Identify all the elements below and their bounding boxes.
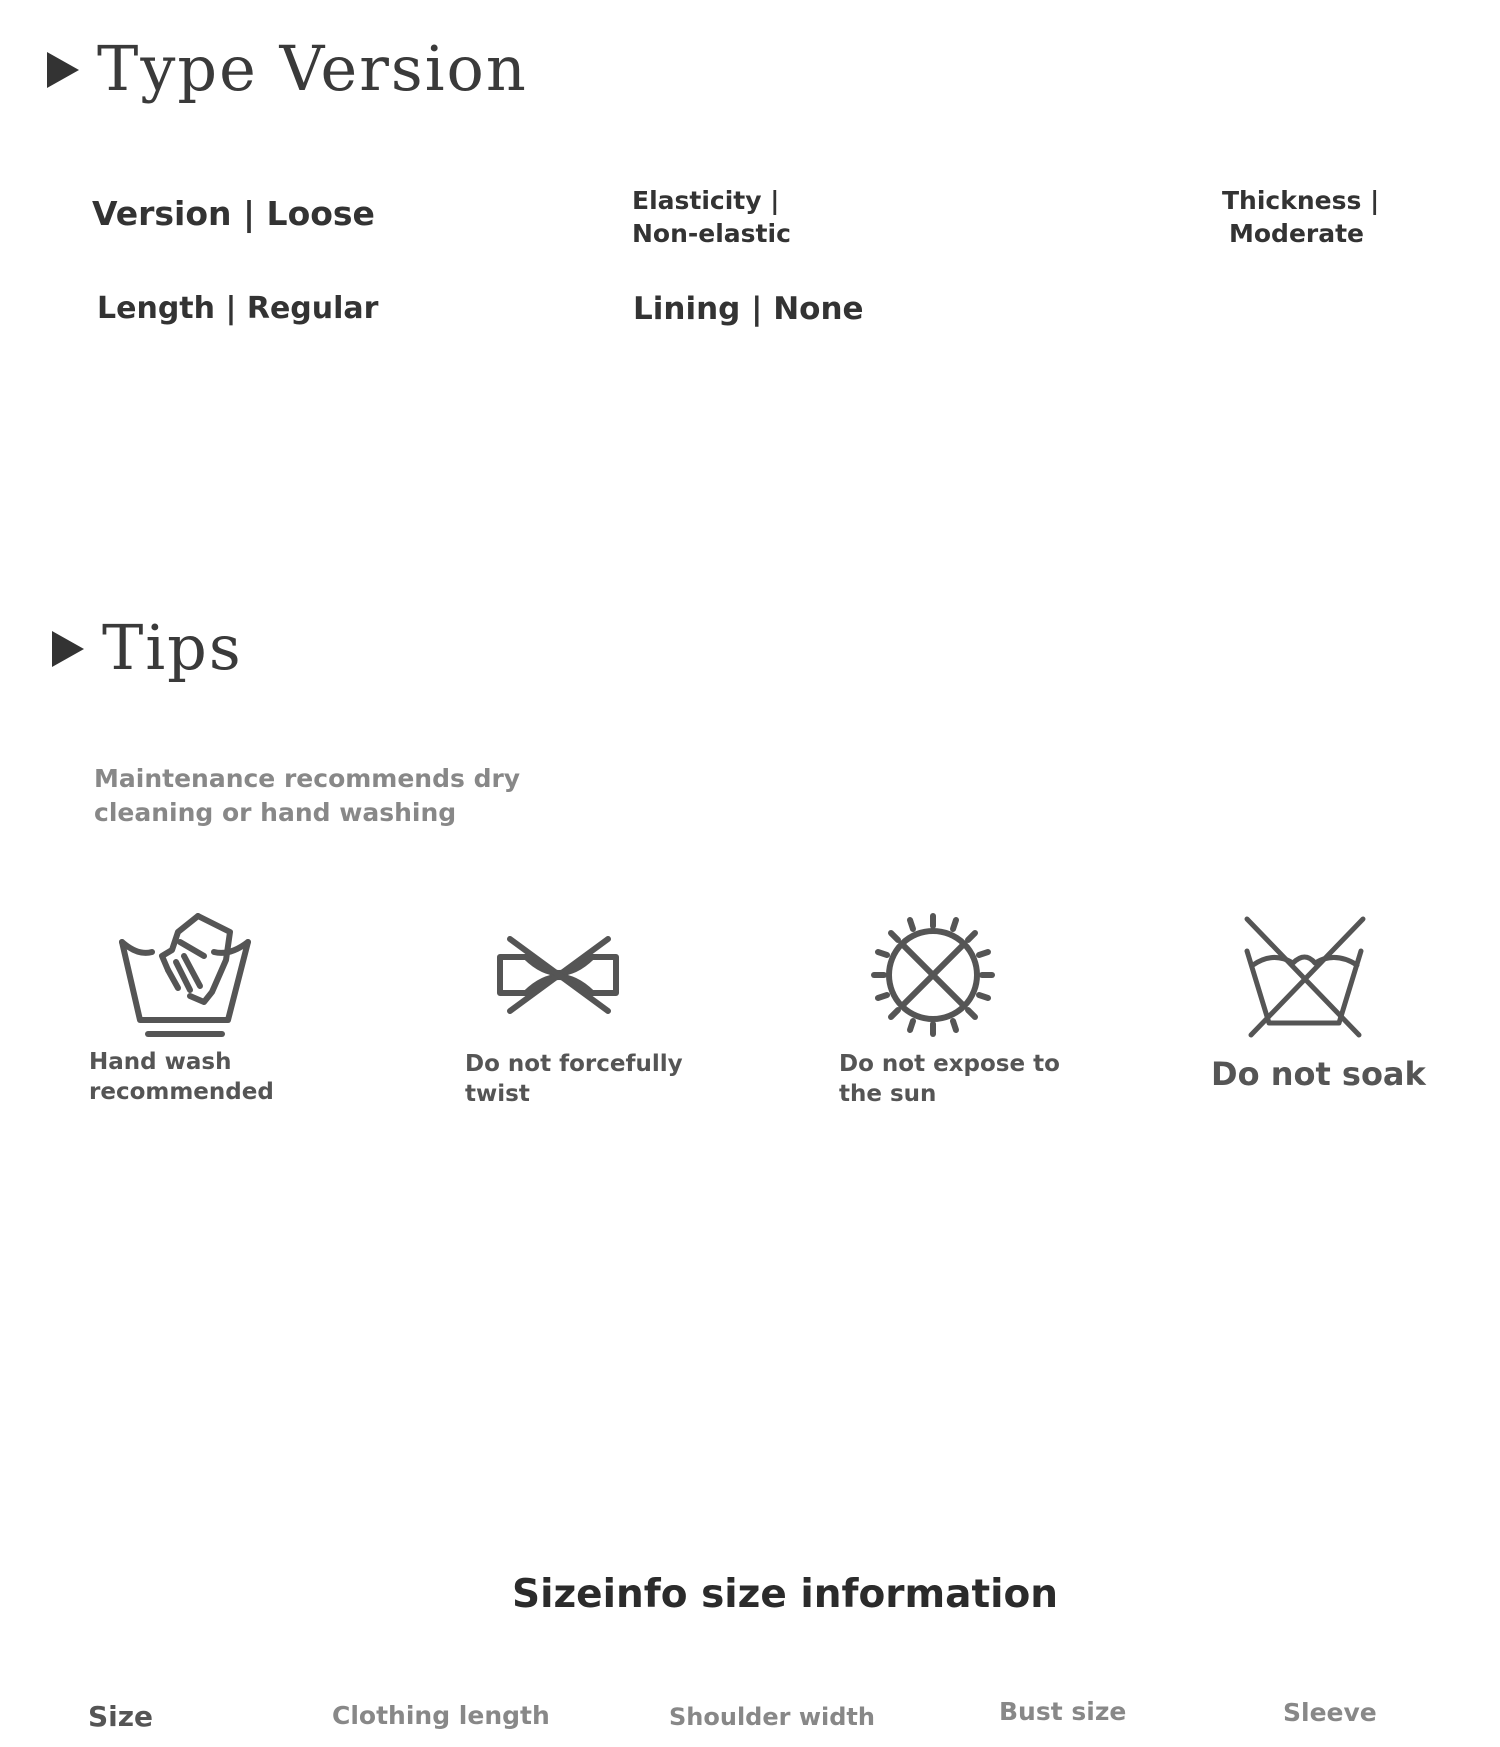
thickness-attribute-line1: Thickness | [1222,186,1380,215]
no-soak-icon [1243,915,1367,1039]
no-twist-label-line1: Do not forcefully [465,1051,683,1077]
no-sun-label-line2: the sun [839,1081,937,1107]
no-twist-label-line2: twist [465,1081,530,1107]
no-sun-label-line1: Do not expose to [839,1051,1060,1077]
column-header-sleeve: Sleeve [1283,1698,1377,1727]
hand-wash-label-line1: Hand wash [89,1049,232,1075]
length-attribute: Length | Regular [97,291,379,326]
type-version-title: Type Version [97,32,528,105]
elasticity-attribute-line2: Non-elastic [632,219,791,248]
column-header-clothing-length: Clothing length [332,1701,550,1730]
no-twist-icon [496,935,622,1015]
column-header-size: Size [88,1700,154,1733]
hand-wash-label-line2: recommended [89,1079,274,1105]
version-attribute: Version | Loose [92,194,375,233]
size-info-title: Sizeinfo size information [512,1572,1059,1617]
column-header-shoulder-width: Shoulder width [669,1703,875,1731]
tips-title: Tips [102,611,243,684]
maintenance-text-line2: cleaning or hand washing [94,798,457,827]
no-soak-label: Do not soak [1211,1055,1426,1093]
lining-attribute: Lining | None [633,291,864,327]
section-marker-icon [52,631,84,667]
column-header-bust-size: Bust size [999,1697,1127,1726]
elasticity-attribute-line1: Elasticity | [632,186,780,215]
section-marker-icon [47,52,79,88]
hand-wash-icon [118,912,254,1038]
no-sun-icon [870,912,996,1038]
thickness-attribute-line2: Moderate [1229,219,1365,248]
maintenance-text-line1: Maintenance recommends dry [94,764,521,793]
